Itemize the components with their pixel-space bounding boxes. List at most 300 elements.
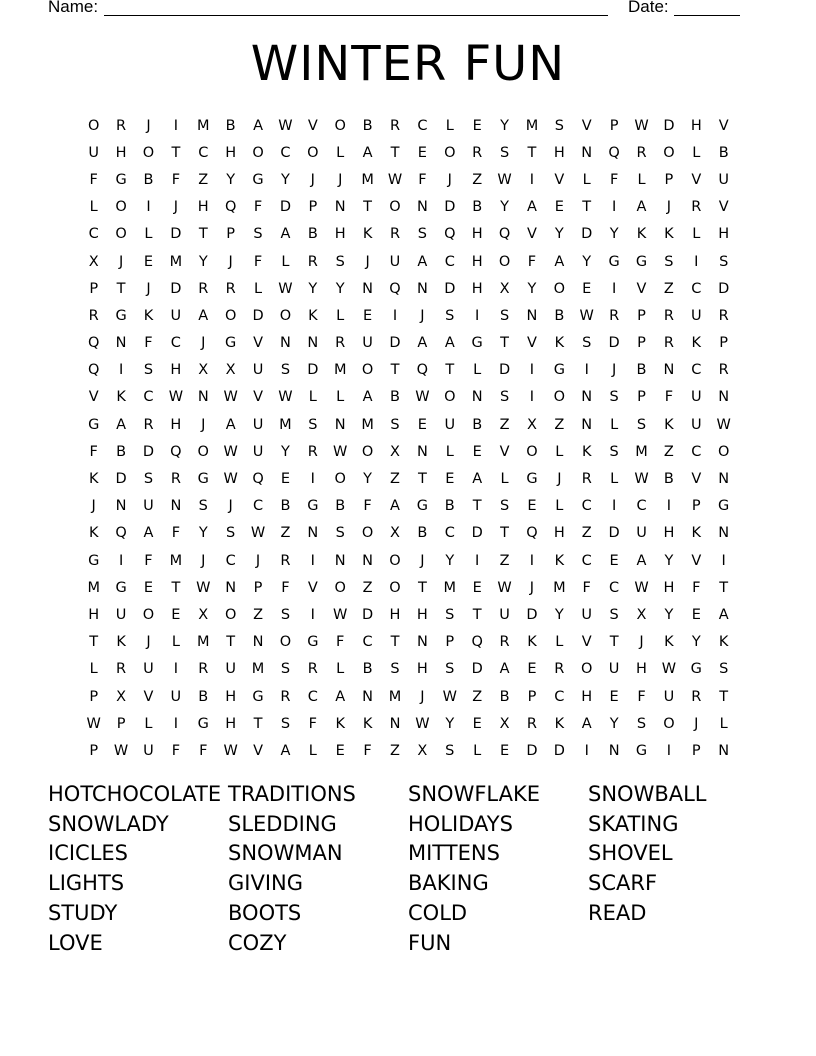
grid-letter: O (279, 307, 292, 324)
grid-letter: U (389, 253, 401, 270)
grid-letter: F (281, 579, 290, 596)
grid-letter: U (252, 443, 264, 460)
grid-letter: R (116, 661, 127, 678)
grid-letter: N (334, 199, 346, 216)
grid-letter: N (581, 416, 593, 433)
grid-letter: J (173, 199, 178, 216)
grid-letter: U (690, 389, 702, 406)
grid-letter: I (694, 253, 699, 270)
grid-letter: D (444, 280, 456, 297)
grid-letter: S (308, 416, 318, 433)
grid-letter: T (226, 634, 236, 651)
word-list-item: MITTENS (408, 841, 500, 866)
grid-letter: Y (582, 253, 592, 270)
word-list-item: BOOTS (228, 901, 302, 926)
grid-letter: P (719, 335, 729, 352)
grid-letter: H (471, 226, 483, 243)
grid-letter: Z (362, 579, 373, 596)
grid-letter: T (500, 525, 509, 542)
grid-letter: H (553, 144, 565, 161)
grid-letter: Q (87, 362, 100, 379)
grid-letter: R (581, 471, 592, 488)
grid-letter: J (447, 171, 452, 188)
grid-letter: F (199, 742, 208, 759)
grid-letter: G (252, 171, 264, 188)
grid-letter: X (390, 443, 400, 460)
grid-letter: S (280, 362, 291, 379)
grid-letter: R (88, 307, 99, 324)
grid-letter: B (636, 362, 647, 379)
grid-letter: F (637, 688, 646, 705)
grid-letter: N (718, 389, 730, 406)
name-blank-line (104, 15, 608, 16)
word-list-item: LOVE (48, 930, 103, 955)
grid-letter: F (664, 389, 674, 406)
grid-letter: S (226, 525, 236, 542)
grid-letter: R (170, 471, 181, 488)
grid-letter: O (361, 525, 374, 542)
grid-letter: P (637, 335, 646, 352)
grid-letter: N (307, 335, 319, 352)
grid-letter: K (718, 634, 729, 651)
grid-letter: T (417, 579, 427, 596)
grid-letter: J (694, 715, 699, 732)
word-list-item: SNOWFLAKE (408, 781, 540, 806)
grid-letter: K (691, 335, 702, 352)
word-list-row (48, 779, 788, 809)
grid-letter: Z (581, 525, 592, 542)
word-list-item: BAKING (408, 871, 489, 896)
grid-letter: D (471, 661, 483, 678)
grid-letter: H (663, 525, 675, 542)
grid-letter: D (663, 117, 675, 134)
grid-letter: G (252, 688, 264, 705)
grid-letter: I (584, 362, 589, 379)
grid-letter: R (691, 688, 702, 705)
grid-letter: D (498, 362, 511, 379)
grid-letter: N (581, 389, 593, 406)
word-list-item: GIVING (228, 871, 304, 896)
word-list-item: SHOVEL (588, 841, 673, 866)
grid-letter: Z (472, 171, 483, 188)
grid-letter: T (472, 606, 482, 623)
grid-letter: Q (608, 144, 620, 161)
grid-letter: W (278, 280, 293, 297)
grid-row (80, 438, 740, 465)
grid-letter: N (526, 307, 538, 324)
grid-letter: O (361, 443, 374, 460)
grid-letter: S (143, 471, 154, 488)
grid-letter: U (143, 498, 154, 515)
grid-letter: V (718, 117, 729, 134)
grid-letter: K (116, 389, 126, 406)
grid-letter: K (362, 715, 373, 732)
grid-letter: I (475, 552, 480, 569)
grid-letter: A (280, 226, 291, 243)
word-list-item: COZY (228, 930, 287, 955)
grid-letter: B (143, 171, 154, 188)
grid-letter: O (389, 199, 401, 216)
grid-letter: U (170, 688, 182, 705)
grid-row (80, 166, 740, 193)
grid-letter: B (417, 525, 428, 542)
grid-letter: F (363, 498, 372, 515)
grid-letter: J (228, 253, 233, 270)
grid-letter: S (280, 715, 291, 732)
word-list (48, 779, 788, 958)
grid-letter: Y (664, 606, 674, 623)
grid-letter: F (308, 715, 317, 732)
grid-letter: S (636, 715, 647, 732)
grid-letter: Y (554, 226, 564, 243)
grid-letter: A (253, 117, 263, 134)
grid-letter: A (526, 199, 537, 216)
grid-letter: J (529, 579, 535, 596)
grid-letter: Y (691, 634, 701, 651)
grid-letter: P (308, 199, 318, 216)
grid-letter: R (718, 362, 729, 379)
grid-letter: V (636, 280, 647, 297)
grid-letter: J (201, 416, 206, 433)
grid-letter: T (390, 144, 400, 161)
grid-letter: E (554, 199, 564, 216)
grid-letter: R (609, 307, 620, 324)
grid-letter: S (390, 661, 400, 678)
grid-letter: K (554, 335, 565, 352)
grid-letter: R (198, 661, 209, 678)
grid-letter: P (664, 171, 674, 188)
grid-letter: Y (226, 171, 236, 188)
grid-letter: Y (500, 199, 509, 216)
grid-letter: A (225, 416, 236, 433)
grid-letter: H (115, 144, 127, 161)
grid-letter: R (554, 661, 565, 678)
grid-letter: T (390, 634, 400, 651)
grid-letter: H (471, 253, 483, 270)
grid-letter: M (635, 443, 648, 460)
grid-letter: A (718, 606, 729, 623)
grid-letter: K (88, 471, 99, 488)
grid-letter: Q (252, 471, 264, 488)
grid-letter: L (445, 117, 454, 134)
grid-letter: O (717, 443, 730, 460)
page-title: WINTER FUN (250, 36, 566, 92)
grid-letter: K (308, 307, 318, 324)
grid-letter: G (416, 498, 428, 515)
grid-letter: F (253, 199, 263, 216)
grid-letter: F (363, 742, 372, 759)
grid-letter: C (636, 498, 647, 515)
grid-letter: Q (170, 443, 182, 460)
grid-letter: P (527, 688, 537, 705)
grid-letter: L (610, 416, 619, 433)
grid-row (80, 574, 740, 601)
grid-letter: I (173, 117, 178, 134)
grid-letter: S (499, 144, 510, 161)
grid-letter: N (252, 634, 264, 651)
grid-letter: A (581, 715, 592, 732)
grid-letter: S (143, 362, 154, 379)
grid-letter: T (582, 199, 592, 216)
grid-letter: S (499, 389, 510, 406)
grid-letter: Y (609, 226, 619, 243)
grid-letter: N (718, 471, 730, 488)
grid-letter: W (661, 661, 677, 678)
grid-letter: K (636, 226, 647, 243)
grid-letter: I (173, 661, 178, 678)
grid-letter: L (582, 171, 591, 188)
grid-letter: C (362, 634, 373, 651)
grid-letter: B (554, 307, 565, 324)
grid-letter: Y (554, 606, 564, 623)
grid-letter: K (581, 443, 592, 460)
grid-letter: B (472, 199, 483, 216)
grid-letter: O (115, 226, 127, 243)
grid-letter: R (389, 117, 401, 134)
grid-letter: U (170, 307, 182, 324)
grid-letter: I (529, 171, 535, 188)
grid-letter: Y (445, 552, 455, 569)
grid-letter: L (610, 471, 619, 488)
grid-letter: S (198, 498, 208, 515)
grid-letter: V (691, 552, 702, 569)
grid-letter: W (634, 471, 649, 488)
grid-letter: Z (280, 525, 291, 542)
grid-letter: S (609, 606, 619, 623)
grid-letter: W (250, 525, 266, 542)
grid-letter: S (390, 416, 400, 433)
grid-letter: B (718, 144, 729, 161)
grid-letter: R (691, 199, 702, 216)
word-list-item: SNOWLADY (48, 811, 169, 836)
grid-letter: B (116, 443, 127, 460)
grid-letter: E (582, 280, 592, 297)
grid-letter: J (255, 552, 261, 569)
grid-letter: T (417, 471, 427, 488)
grid-letter: D (389, 335, 401, 352)
grid-letter: T (527, 144, 537, 161)
grid-letter: N (307, 525, 319, 542)
grid-letter: J (611, 362, 617, 379)
grid-letter: S (499, 498, 510, 515)
grid-letter: J (365, 253, 370, 270)
grid-letter: W (223, 443, 238, 460)
grid-letter: S (609, 389, 619, 406)
grid-letter: F (253, 253, 263, 270)
grid-letter: G (635, 253, 648, 270)
grid-letter: F (144, 335, 153, 352)
grid-letter: U (608, 661, 620, 678)
grid-letter: L (719, 715, 728, 732)
grid-letter: C (198, 144, 209, 161)
grid-letter: U (115, 606, 127, 623)
grid-letter: H (225, 715, 237, 732)
grid-letter: R (663, 307, 674, 324)
grid-letter: S (636, 416, 647, 433)
grid-letter: Y (445, 715, 455, 732)
grid-letter: R (307, 661, 318, 678)
grid-letter: R (198, 280, 209, 297)
grid-letter: N (608, 742, 620, 759)
grid-letter: O (142, 606, 155, 623)
grid-letter: O (581, 661, 593, 678)
grid-letter: G (307, 634, 319, 651)
grid-letter: G (115, 171, 127, 188)
grid-letter: M (443, 579, 457, 596)
grid-letter: E (472, 579, 482, 596)
grid-letter: D (307, 362, 319, 379)
grid-letter: C (170, 335, 181, 352)
grid-letter: C (417, 117, 428, 134)
grid-letter: I (721, 552, 726, 569)
grid-letter: S (280, 661, 291, 678)
grid-letter: S (719, 661, 729, 678)
grid-letter: K (88, 525, 99, 542)
grid-letter: H (663, 579, 675, 596)
grid-letter: E (499, 742, 510, 759)
grid-letter: E (335, 742, 345, 759)
grid-letter: X (116, 688, 127, 705)
grid-letter: K (335, 715, 345, 732)
date-blank-line (674, 15, 740, 16)
grid-letter: P (89, 688, 99, 705)
grid-letter: S (445, 661, 455, 678)
grid-letter: T (363, 199, 373, 216)
grid-letter: L (500, 471, 509, 488)
grid-letter: T (472, 498, 482, 515)
grid-letter: W (86, 715, 101, 732)
grid-row (80, 275, 740, 302)
grid-letter: W (634, 117, 649, 134)
grid-letter: B (198, 688, 209, 705)
grid-letter: M (169, 552, 183, 569)
grid-letter: B (335, 498, 346, 515)
grid-letter: T (609, 634, 619, 651)
grid-letter: E (143, 579, 154, 596)
grid-row (80, 683, 740, 710)
grid-letter: J (201, 335, 206, 352)
grid-letter: E (417, 416, 427, 433)
grid-letter: Q (224, 199, 237, 216)
grid-letter: I (529, 362, 535, 379)
grid-letter: L (336, 307, 345, 324)
grid-letter: P (445, 634, 455, 651)
grid-letter: O (553, 280, 566, 297)
grid-letter: Z (472, 688, 483, 705)
grid-row (80, 493, 740, 520)
grid-letter: M (553, 579, 566, 596)
grid-letter: A (554, 253, 565, 270)
grid-letter: V (88, 389, 99, 406)
grid-letter: J (420, 307, 425, 324)
grid-letter: Z (390, 471, 400, 488)
grid-letter: S (664, 253, 674, 270)
grid-letter: G (526, 471, 538, 488)
grid-letter: I (310, 606, 315, 623)
grid-letter: Q (526, 525, 538, 542)
grid-letter: F (527, 253, 537, 270)
grid-letter: I (611, 199, 617, 216)
grid-letter: N (416, 443, 428, 460)
grid-letter: N (416, 199, 428, 216)
grid-letter: W (634, 579, 649, 596)
grid-letter: T (253, 715, 263, 732)
grid-letter: U (663, 688, 675, 705)
grid-letter: X (198, 362, 209, 379)
grid-letter: H (225, 144, 237, 161)
grid-letter: N (416, 634, 428, 651)
grid-letter: P (609, 117, 619, 134)
grid-letter: B (307, 226, 318, 243)
grid-letter: W (497, 579, 512, 596)
grid-row (80, 112, 740, 139)
word-list-row (48, 868, 788, 898)
grid-letter: V (143, 688, 154, 705)
grid-letter: O (663, 144, 675, 161)
grid-letter: L (473, 742, 482, 759)
word-list-item: SNOWMAN (228, 841, 343, 866)
grid-letter: W (387, 171, 403, 188)
grid-letter: Z (663, 443, 674, 460)
worksheet-header (0, 0, 816, 24)
grid-letter: O (526, 443, 538, 460)
grid-letter: O (307, 144, 319, 161)
grid-letter: N (362, 552, 374, 569)
grid-letter: U (444, 416, 456, 433)
grid-letter: M (197, 634, 210, 651)
grid-letter: E (472, 715, 482, 732)
grid-letter: G (471, 335, 483, 352)
grid-letter: R (663, 335, 674, 352)
word-list-item: SCARF (588, 871, 658, 896)
grid-letter: F (336, 634, 345, 651)
grid-letter: I (118, 552, 124, 569)
grid-letter: K (362, 226, 373, 243)
grid-letter: R (499, 634, 510, 651)
grid-letter: A (636, 552, 647, 569)
grid-letter: O (444, 144, 456, 161)
grid-letter: R (280, 552, 291, 569)
grid-letter: D (362, 606, 374, 623)
grid-letter: Z (499, 416, 510, 433)
grid-letter: A (198, 307, 209, 324)
grid-row (80, 465, 740, 492)
grid-letter: O (252, 144, 264, 161)
grid-letter: V (253, 389, 263, 406)
grid-row (80, 601, 740, 628)
grid-letter: L (89, 661, 98, 678)
grid-letter: N (334, 416, 346, 433)
grid-letter: D (115, 471, 127, 488)
grid-letter: X (499, 280, 510, 297)
grid-letter: B (362, 117, 373, 134)
grid-letter: M (361, 416, 374, 433)
grid-letter: C (88, 226, 99, 243)
grid-letter: F (609, 171, 619, 188)
grid-letter: H (636, 661, 647, 678)
grid-letter: M (388, 688, 402, 705)
grid-letter: R (526, 715, 537, 732)
grid-letter: E (363, 307, 373, 324)
grid-letter: Z (554, 416, 565, 433)
grid-letter: Y (500, 117, 509, 134)
grid-row (80, 302, 740, 329)
grid-letter: Y (281, 171, 290, 188)
grid-letter: M (361, 171, 374, 188)
grid-letter: E (280, 471, 291, 488)
grid-letter: I (529, 389, 535, 406)
grid-letter: M (197, 117, 210, 134)
